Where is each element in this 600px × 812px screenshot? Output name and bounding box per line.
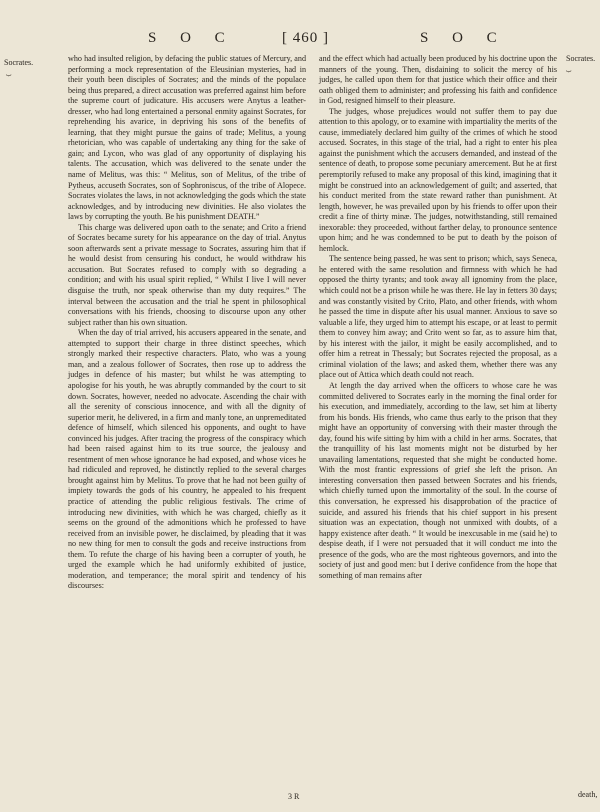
margin-note-left: Socrates.: [4, 58, 34, 67]
running-header: [0, 30, 600, 50]
header-right: S O C: [420, 30, 507, 46]
paragraph: who had insulted religion, by defacing the public statues of Mercury, and performing a mock representation of the Eleusinian mysteries, had in their youth been disciples of Socrates; and the minds of the populace being thus prepared, a direct accusation was preferred against him before the supreme court of judicature. His accusers were Anytus a leather-dresser, who had long entertained a personal enmity against Socrates, for reprehending his avarice, in depriving his sons of the benefits of learning, that they might pursue the gains of trade; Melitus, a young rhetorician, who was capable of undertaking any thing for the sake of gain; and Lycon, who was glad of any opportunity of displaying his talents. The accusation, which was delivered to the senate under the name of Melitus, was this: “ Melitus, son of Melitus, of the tribe of Pytheus, accuseth Socrates, son of Sophroniscus, of the tribe of Alopece. Socrates violates the laws, in not acknowledging the gods which the state acknowledges, and by introducing new divinities. He also violates the laws by corrupting the youth. Be his punishment DEATH.”: [68, 54, 306, 222]
paragraph: At length the day arrived when the officers to whose care he was committed delivered to Socrates early in the morning the final order for his execution, and immediately, according to the law, set him at liberty from his bonds. His friends, who came thus early to the prison that they might have an opportunity of conversing with their master through the day, found his wife sitting by him with a child in her arms. Socrates, that the tranquillity of his last moments might not be disturbed by her unavailing lamentations, requested that she might be conducted home. With the most frantic expressions of grief she left the prison. An interesting conversation then passed between Socrates and his friends, which chiefly turned upon the immortality of the soul. In the course of this conversation, he expressed his disapprobation of the practice of suicide, and assured his friends that his chief support in his present situation was an expectation, though not unmixed with doubts, of a happy existence after death. “ It would be inexcusable in me (said he) to despise death, if I were not persuaded that it will conduct me into the presence of the gods, who are the most righteous governors, and into the society of just and good men: but I derive confidence from the hope that something of man remains after: [319, 380, 557, 580]
paragraph: The sentence being passed, he was sent to prison; which, says Seneca, he entered with the same resolution and firmness with which he had opposed the thirty tyrants; and took away all ignominy from the place, which could not be a prison while he was there. He lay in fetters 30 days; and was constantly visited by Crito, Plato, and other friends, with whom he passed the time in dispute after his usual manner. Anxious to save so valuable a life, they urged him to attempt his escape, or at least to permit them to convey him away; and Crito went so far, as to assure him that, by his interest with the jailor, it might be easily accomplished, and to offer him a retreat in Thessaly; but Socrates rejected the proposal, as a criminal violation of the laws; and asked them, whether there was any place out of Attica which death could not reach.: [319, 254, 557, 380]
brace-left-icon: ⏟: [6, 66, 12, 76]
catchword: death,: [578, 790, 598, 799]
page-number: [ 460 ]: [282, 30, 329, 46]
signature-mark: 3 R: [288, 792, 300, 801]
header-left: S O C: [148, 30, 235, 46]
paragraph: This charge was delivered upon oath to the senate; and Crito a friend of Socrates became surety for his appearance on the day of trial. Anytus soon afterwards sent a private message to Socrates, assuring him that if he would desist from censuring his conduct, he would withdraw his accusation. But Socrates refused to comply with so degrading a condition; and with his usual spirit replied, “ Whilst I live I will never disguise the truth, nor speak otherwise than my duty requires.” The interval between the accusation and the trial he spent in philosophical conversations with his friends, choosing to discourse upon any other subject rather than his own situation.: [68, 222, 306, 327]
left-column: [68, 54, 306, 592]
paragraph: When the day of trial arrived, his accusers appeared in the senate, and attempted to support their charge in three distinct speeches, which strongly marked their respective characters. Plato, who was a young man, and a zealous follower of Socrates, then rose up to address the judges in defence of his master; but whilst he was attempting to apologise for his youth, he was abruptly commanded by the court to sit down. Socrates, however, needed no advocate. Ascending the chair with all the serenity of conscious innocence, and with all the dignity of superior merit, he delivered, in a firm and manly tone, an unpremeditated defence of himself, which silenced his opponents, and ought to have convinced his judges. After tracing the progress of the conspiracy which had been raised against him to its true source, the jealousy and resentment of men whose ignorance he had exposed, and whose vices he had ridiculed and reproved, he distinctly replied to the several charges brought against him by Melitus. To prove that he had not been guilty of impiety towards the gods of his country, he appealed to his frequent practice of attending the public religious festivals. The crime of introducing new divinities, with which he was charged, chiefly as it seems on the ground of the admonitions which he professed to have received from an invisible power, he disclaimed, by pleading that it was no new thing for men to consult the gods and receive instructions from them. To refute the charge of his having been a corrupter of youth, he urged the example which he had uniformly exhibited of justice, moderation, and temperance; the moral spirit and tendency of his discourses:: [68, 328, 306, 591]
right-column: [319, 54, 557, 581]
paragraph: The judges, whose prejudices would not suffer them to pay due attention to this apology, or to examine with impartiality the merits of the cause, immediately declared him guilty of the crimes of which he stood accused. Socrates, in this stage of the trial, had a right to enter his plea against the punishment which the accusers demanded, and instead of the sentence of death, to propose some pecuniary amercement. But he at first peremptorily refused to make any proposal of this kind, imagining that it might be construed into an acknowledgement of guilt; and asserted, that his conduct merited from the state reward rather than punishment. At length, however, he was prevailed upon by his friends to offer upon their credit a fine of thirty minæ. The judges, notwithstanding, still remained inexorable: they proceeded, without farther delay, to pronounce sentence upon him; and he was condemned to be put to death by the poison of hemlock.: [319, 106, 557, 253]
brace-right-icon: ⏟: [566, 62, 572, 72]
margin-note-right: Socrates.: [566, 54, 596, 63]
paragraph: and the effect which had actually been produced by his doctrine upon the manners of the young. Then, disdaining to solicit the mercy of his judges, he called upon them for that justice which their office and their oath obliged them to administer; and professing his faith and confidence in God, resigned himself to their pleasure.: [319, 54, 557, 106]
